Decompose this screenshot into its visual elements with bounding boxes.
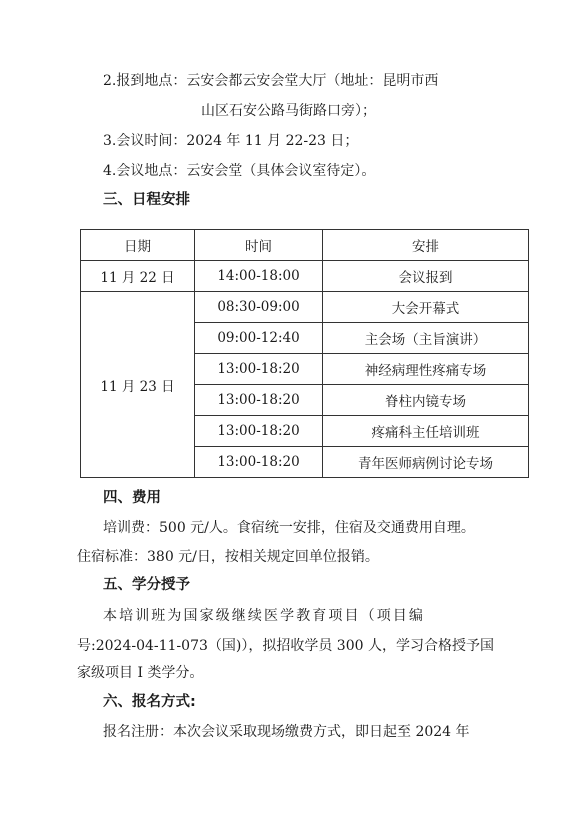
logistics-item-2-line-2: 山区石安公路马街路口旁）； bbox=[201, 103, 376, 119]
cell-date: 11 月 23 日 bbox=[81, 292, 195, 478]
cell-time: 13:00-18:20 bbox=[195, 416, 323, 447]
section-3-title: 三、日程安排 bbox=[103, 192, 190, 208]
section-4-lodging-line: 住宿标准：380 元/日，按相关规定回单位报销。 bbox=[77, 549, 379, 565]
section-6-line-1: 报名注册：本次会议采取现场缴费方式，即日起至 2024 年 bbox=[103, 724, 470, 740]
cell-date: 11 月 22 日 bbox=[81, 261, 195, 292]
cell-time: 08:30-09:00 bbox=[195, 292, 323, 323]
header-agenda: 安排 bbox=[323, 230, 529, 261]
table-row bbox=[81, 292, 529, 323]
cell-agenda: 青年医师病例讨论专场 bbox=[323, 447, 529, 478]
cell-agenda: 脊柱内镜专场 bbox=[323, 385, 529, 416]
cell-agenda: 疼痛科主任培训班 bbox=[323, 416, 529, 447]
section-6-title: 六、报名方式: bbox=[103, 694, 196, 710]
section-5-line-1: 本培训班为国家级继续医学教育项目（项目编 bbox=[103, 608, 425, 624]
section-5-line-2: 号:2024-04-11-073（国)），拟招收学员 300 人，学习合格授予国 bbox=[77, 638, 494, 654]
cell-time: 09:00-12:40 bbox=[195, 323, 323, 354]
cell-agenda: 会议报到 bbox=[323, 261, 529, 292]
schedule-table bbox=[80, 229, 529, 478]
logistics-item-4: 4.会议地点：云安会堂（具体会议室待定）。 bbox=[103, 163, 376, 179]
cell-time: 13:00-18:20 bbox=[195, 385, 323, 416]
section-5-line-3: 家级项目 I 类学分。 bbox=[77, 665, 204, 681]
logistics-item-2-line-1: 2.报到地点：云安会都云安会堂大厅（地址：昆明市西 bbox=[103, 73, 439, 89]
table-row bbox=[81, 261, 529, 292]
section-4-fee-line: 培训费：500 元/人。食宿统一安排，住宿及交通费用自理。 bbox=[103, 520, 475, 536]
header-time: 时间 bbox=[195, 230, 323, 261]
header-date: 日期 bbox=[81, 230, 195, 261]
cell-time: 14:00-18:00 bbox=[195, 261, 323, 292]
logistics-item-3: 3.会议时间：2024 年 11 月 22-23 日； bbox=[103, 133, 359, 149]
section-5-title: 五、学分授予 bbox=[103, 577, 190, 593]
cell-time: 13:00-18:20 bbox=[195, 354, 323, 385]
cell-agenda: 大会开幕式 bbox=[323, 292, 529, 323]
table-header-row bbox=[81, 230, 529, 261]
cell-time: 13:00-18:20 bbox=[195, 447, 323, 478]
cell-agenda: 神经病理性疼痛专场 bbox=[323, 354, 529, 385]
cell-agenda: 主会场（主旨演讲） bbox=[323, 323, 529, 354]
section-4-title: 四、费用 bbox=[103, 490, 161, 506]
